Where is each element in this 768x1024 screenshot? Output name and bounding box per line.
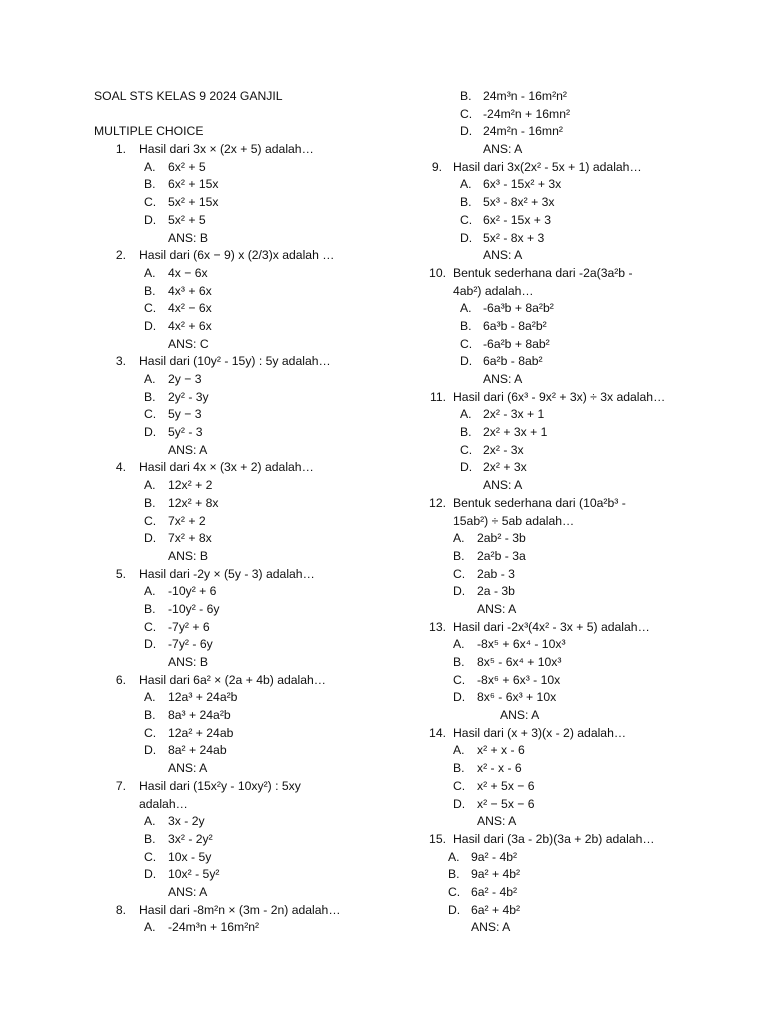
option-letter: B. <box>460 89 472 103</box>
answer-key: ANS: C <box>168 336 209 351</box>
answer-key: ANS: A <box>168 761 208 776</box>
option-text: -6a³b + 8a²b² <box>483 301 554 316</box>
option-letter: A. <box>453 637 465 652</box>
question-text: Bentuk sederhana dari -2a(3a²b - <box>453 265 633 280</box>
answer-key: ANS: A <box>483 372 523 386</box>
question-number: 7. <box>115 778 126 793</box>
option-text: 4x² − 6x <box>168 301 212 316</box>
option-a <box>94 159 394 177</box>
question-number: 12. <box>429 495 446 510</box>
question-6 <box>94 672 394 690</box>
answer-key: ANS: A <box>477 814 517 829</box>
question-number: 13. <box>429 619 446 634</box>
option-d <box>94 636 394 654</box>
option-a <box>428 742 728 760</box>
option-a <box>94 583 394 601</box>
question-text: Hasil dari -8m²n × (3m - 2n) adalah… <box>139 902 341 917</box>
option-b <box>428 548 728 566</box>
option-text: x² + 5x − 6 <box>477 778 535 793</box>
option-text: 5x² + 15x <box>168 195 219 210</box>
option-text: 2a²b - 3a <box>477 548 526 563</box>
document-title: SOAL STS KELAS 9 2024 GANJIL <box>94 89 283 103</box>
question-text: Hasil dari 3x(2x² - 5x + 1) adalah… <box>453 159 642 174</box>
question-10 <box>428 265 728 283</box>
option-letter: A. <box>460 177 472 192</box>
option-text: 24m³n - 16m²n² <box>483 89 567 103</box>
option-text: x² − 5x − 6 <box>477 796 535 811</box>
option-letter: D. <box>144 425 157 440</box>
option-text: 24m²n - 16mn² <box>483 124 563 139</box>
option-text: x² - x - 6 <box>477 761 522 776</box>
left-column <box>94 88 394 937</box>
option-d <box>94 742 394 760</box>
question-text: Hasil dari -2x³(4x² - 3x + 5) adalah… <box>453 619 650 634</box>
option-letter: B. <box>460 425 472 440</box>
option-c <box>428 778 728 796</box>
option-b <box>94 389 394 407</box>
question-text: Hasil dari -2y × (5y - 3) adalah… <box>139 566 315 581</box>
option-letter: D. <box>144 212 157 227</box>
option-letter: A. <box>144 159 156 174</box>
option-letter: C. <box>453 778 466 793</box>
option-text: 9a² + 4b² <box>471 867 521 882</box>
option-text: 2x² - 3x + 1 <box>483 407 545 422</box>
question-number: 4. <box>115 460 126 475</box>
answer-key: ANS: A <box>477 601 517 616</box>
option-text: 6x² + 15x <box>168 177 219 192</box>
option-letter: D. <box>453 584 466 599</box>
option-text: 2x² - 3x <box>483 442 524 457</box>
option-text: 5y² - 3 <box>168 425 203 440</box>
question-text: Hasil dari (10y² - 15y) : 5y adalah… <box>139 354 331 369</box>
option-c <box>94 513 394 531</box>
option-c <box>94 849 394 867</box>
option-a <box>94 919 394 937</box>
question-number: 9. <box>431 159 442 174</box>
option-text: 6x³ - 15x² + 3x <box>483 177 562 192</box>
option-letter: B. <box>453 761 465 776</box>
question-14 <box>428 725 728 743</box>
option-a <box>428 530 728 548</box>
option-text: -7y² - 6y <box>168 637 213 652</box>
option-letter: C. <box>460 442 473 457</box>
option-text: -24m³n + 16m²n² <box>168 920 260 935</box>
option-d <box>94 424 394 442</box>
option-a <box>428 406 728 424</box>
option-letter: C. <box>460 106 473 121</box>
option-c <box>428 566 728 584</box>
question-text: Hasil dari 6a² × (2a + 4b) adalah… <box>139 672 326 687</box>
option-a <box>94 265 394 283</box>
question-1 <box>94 141 394 159</box>
option-letter: C. <box>448 884 461 899</box>
option-text: -7y² + 6 <box>168 619 210 634</box>
option-text: 2y² - 3y <box>168 389 209 404</box>
answer-key: ANS: A <box>168 442 208 457</box>
option-d <box>428 902 728 920</box>
option-letter: A. <box>144 478 156 493</box>
option-text: 5x³ - 8x² + 3x <box>483 195 555 210</box>
option-b <box>428 424 728 442</box>
question-number: 5. <box>115 566 126 581</box>
option-text: 6a² - 4b² <box>471 884 518 899</box>
option-text: 2x² + 3x + 1 <box>483 425 548 440</box>
question-number: 14. <box>429 725 446 740</box>
option-text: -8x⁶ + 6x³ - 10x <box>477 672 561 687</box>
question-11 <box>428 389 728 407</box>
option-d <box>94 530 394 548</box>
option-text: 2x² + 3x <box>483 460 527 475</box>
option-d <box>428 123 728 141</box>
option-b <box>428 760 728 778</box>
option-text: 6a²b - 8ab² <box>483 354 543 369</box>
option-letter: B. <box>144 708 156 723</box>
option-letter: C. <box>144 725 157 740</box>
option-text: 5x² - 8x + 3 <box>483 230 545 245</box>
option-letter: A. <box>144 814 156 829</box>
option-a <box>428 300 728 318</box>
option-a <box>428 636 728 654</box>
option-d <box>428 230 728 248</box>
option-text: 5y − 3 <box>168 407 202 422</box>
option-d <box>428 459 728 477</box>
question-number: 1. <box>115 142 126 157</box>
option-b <box>428 88 728 106</box>
question-15 <box>428 831 728 849</box>
option-letter: A. <box>144 372 156 386</box>
option-letter: A. <box>460 301 472 316</box>
option-letter: D. <box>460 460 473 475</box>
option-d <box>428 353 728 371</box>
option-text: 4x³ + 6x <box>168 283 212 298</box>
option-text: 3x - 2y <box>168 814 205 829</box>
option-a <box>94 689 394 707</box>
option-text: 12x² + 2 <box>168 478 213 493</box>
question-number: 2. <box>115 248 126 263</box>
option-letter: A. <box>453 743 465 758</box>
option-d <box>94 866 394 884</box>
option-letter: B. <box>144 283 156 298</box>
option-letter: B. <box>144 831 156 846</box>
option-a <box>94 813 394 831</box>
option-text: 8a³ + 24a²b <box>168 708 231 723</box>
option-letter: B. <box>144 495 156 510</box>
option-d <box>94 318 394 336</box>
option-letter: A. <box>144 690 156 705</box>
option-b <box>94 495 394 513</box>
option-letter: A. <box>144 584 156 599</box>
option-a <box>428 849 728 867</box>
question-5 <box>94 566 394 584</box>
question-text: Hasil dari (6x³ - 9x² + 3x) ÷ 3x adalah… <box>453 389 666 404</box>
option-b <box>94 283 394 301</box>
question-text: Hasil dari (x + 3)(x - 2) adalah… <box>453 725 627 740</box>
option-b <box>94 601 394 619</box>
option-text: x² + x - 6 <box>477 743 525 758</box>
option-letter: B. <box>144 177 156 192</box>
option-text: 7x² + 8x <box>168 531 212 546</box>
option-text: 2ab² - 3b <box>477 531 526 546</box>
option-text: 3x² - 2y² <box>168 831 213 846</box>
option-text: 12a² + 24ab <box>168 725 234 740</box>
option-letter: D. <box>453 796 466 811</box>
option-b <box>428 866 728 884</box>
option-c <box>94 300 394 318</box>
question-13 <box>428 619 728 637</box>
option-text: 2a - 3b <box>477 584 515 599</box>
answer-key: ANS: B <box>168 655 208 669</box>
option-text: 4x − 6x <box>168 265 208 280</box>
option-letter: D. <box>144 318 157 333</box>
option-c <box>428 672 728 690</box>
option-d <box>428 583 728 601</box>
option-text: 10x² - 5y² <box>168 867 220 882</box>
option-text: 6x² + 5 <box>168 159 206 174</box>
question-number: 8. <box>115 902 126 917</box>
question-text: Hasil dari (6x − 9) x (2/3)x adalah … <box>139 248 335 263</box>
question-2 <box>94 247 394 265</box>
option-letter: D. <box>460 354 473 369</box>
option-letter: C. <box>144 619 157 634</box>
option-text: 8x⁵ - 6x⁴ + 10x³ <box>477 655 562 669</box>
question-text-continued: 15ab²) ÷ 5ab adalah… <box>453 513 575 528</box>
option-letter: B. <box>460 318 472 333</box>
option-c <box>428 884 728 902</box>
option-letter: C. <box>144 513 157 528</box>
option-letter: D. <box>144 531 157 546</box>
option-c <box>94 194 394 212</box>
option-letter: A. <box>460 407 472 422</box>
option-b <box>428 654 728 672</box>
option-letter: C. <box>453 672 466 687</box>
question-number: 10. <box>429 265 446 280</box>
option-letter: A. <box>448 849 460 864</box>
option-letter: B. <box>460 195 472 210</box>
option-text: -10y² + 6 <box>168 584 217 599</box>
option-b <box>94 707 394 725</box>
question-number: 6. <box>115 672 126 687</box>
option-letter: B. <box>144 601 156 616</box>
option-text: 6x² - 15x + 3 <box>483 212 552 227</box>
option-text: 10x - 5y <box>168 849 212 864</box>
question-3 <box>94 353 394 371</box>
option-letter: D. <box>460 230 473 245</box>
option-letter: D. <box>448 902 461 917</box>
question-text: Bentuk sederhana dari (10a²b³ - <box>453 495 626 510</box>
option-b <box>94 176 394 194</box>
answer-key: ANS: A <box>483 142 523 157</box>
option-letter: C. <box>460 212 473 227</box>
question-text: Hasil dari (15x²y - 10xy²) : 5xy <box>139 778 301 793</box>
question-8 <box>94 902 394 920</box>
option-text: -10y² - 6y <box>168 601 220 616</box>
option-letter: B. <box>144 389 156 404</box>
option-c <box>94 725 394 743</box>
option-text: 2y − 3 <box>168 372 202 386</box>
option-text: 8a² + 24ab <box>168 743 227 758</box>
option-d <box>428 796 728 814</box>
option-c <box>94 619 394 637</box>
question-text: Hasil dari 4x × (3x + 2) adalah… <box>139 460 314 475</box>
option-a <box>428 176 728 194</box>
question-9 <box>428 159 728 177</box>
option-letter: C. <box>144 195 157 210</box>
question-7 <box>94 778 394 796</box>
option-letter: B. <box>448 867 460 882</box>
option-letter: C. <box>460 336 473 351</box>
option-letter: D. <box>453 690 466 705</box>
option-letter: C. <box>453 566 466 581</box>
option-text: 7x² + 2 <box>168 513 206 528</box>
answer-key: ANS: A <box>483 248 523 263</box>
question-number: 11. <box>429 389 446 404</box>
option-letter: A. <box>453 531 465 546</box>
option-letter: C. <box>144 301 157 316</box>
section-heading: MULTIPLE CHOICE <box>94 124 204 139</box>
right-column <box>428 88 728 937</box>
option-letter: D. <box>460 124 473 139</box>
question-4 <box>94 459 394 477</box>
option-text: 2ab - 3 <box>477 566 515 581</box>
option-text: -8x⁵ + 6x⁴ - 10x³ <box>477 637 566 652</box>
question-number: 3. <box>115 354 126 369</box>
option-c <box>428 442 728 460</box>
option-letter: C. <box>144 849 157 864</box>
option-a <box>94 371 394 389</box>
question-text: Hasil dari (3a - 2b)(3a + 2b) adalah… <box>453 831 655 846</box>
option-text: -24m²n + 16mn² <box>483 106 571 121</box>
option-text: 4x² + 6x <box>168 318 212 333</box>
option-c <box>428 106 728 124</box>
option-c <box>428 212 728 230</box>
option-d <box>94 212 394 230</box>
option-text: 6a² + 4b² <box>471 902 521 917</box>
answer-key: ANS: A <box>483 478 523 493</box>
option-text: 6a³b - 8a²b² <box>483 318 547 333</box>
question-12 <box>428 495 728 513</box>
option-text: 12a³ + 24a²b <box>168 690 238 705</box>
option-c <box>428 336 728 354</box>
question-number: 15. <box>429 831 446 846</box>
option-text: -6a²b + 8ab² <box>483 336 550 351</box>
option-b <box>428 194 728 212</box>
answer-key: ANS: B <box>168 548 208 563</box>
option-a <box>94 477 394 495</box>
option-letter: A. <box>144 265 156 280</box>
option-letter: D. <box>144 637 157 652</box>
option-text: 12x² + 8x <box>168 495 219 510</box>
option-text: 5x² + 5 <box>168 212 206 227</box>
answer-key: ANS: A <box>500 708 540 723</box>
option-letter: B. <box>453 548 465 563</box>
option-d <box>428 689 728 707</box>
answer-key: ANS: B <box>168 230 208 245</box>
option-letter: D. <box>144 867 157 882</box>
question-text-continued: 4ab²) adalah… <box>453 283 534 298</box>
question-text: Hasil dari 3x × (2x + 5) adalah… <box>139 142 314 157</box>
question-text-continued: adalah… <box>139 796 188 811</box>
option-letter: A. <box>144 920 156 935</box>
option-letter: D. <box>144 743 157 758</box>
option-text: 8x⁶ - 6x³ + 10x <box>477 690 557 705</box>
option-b <box>94 831 394 849</box>
option-letter: B. <box>453 655 465 669</box>
answer-key: ANS: A <box>168 884 208 899</box>
option-text: 9a² - 4b² <box>471 849 518 864</box>
option-b <box>428 318 728 336</box>
answer-key: ANS: A <box>471 920 511 935</box>
option-c <box>94 406 394 424</box>
option-letter: C. <box>144 407 157 422</box>
